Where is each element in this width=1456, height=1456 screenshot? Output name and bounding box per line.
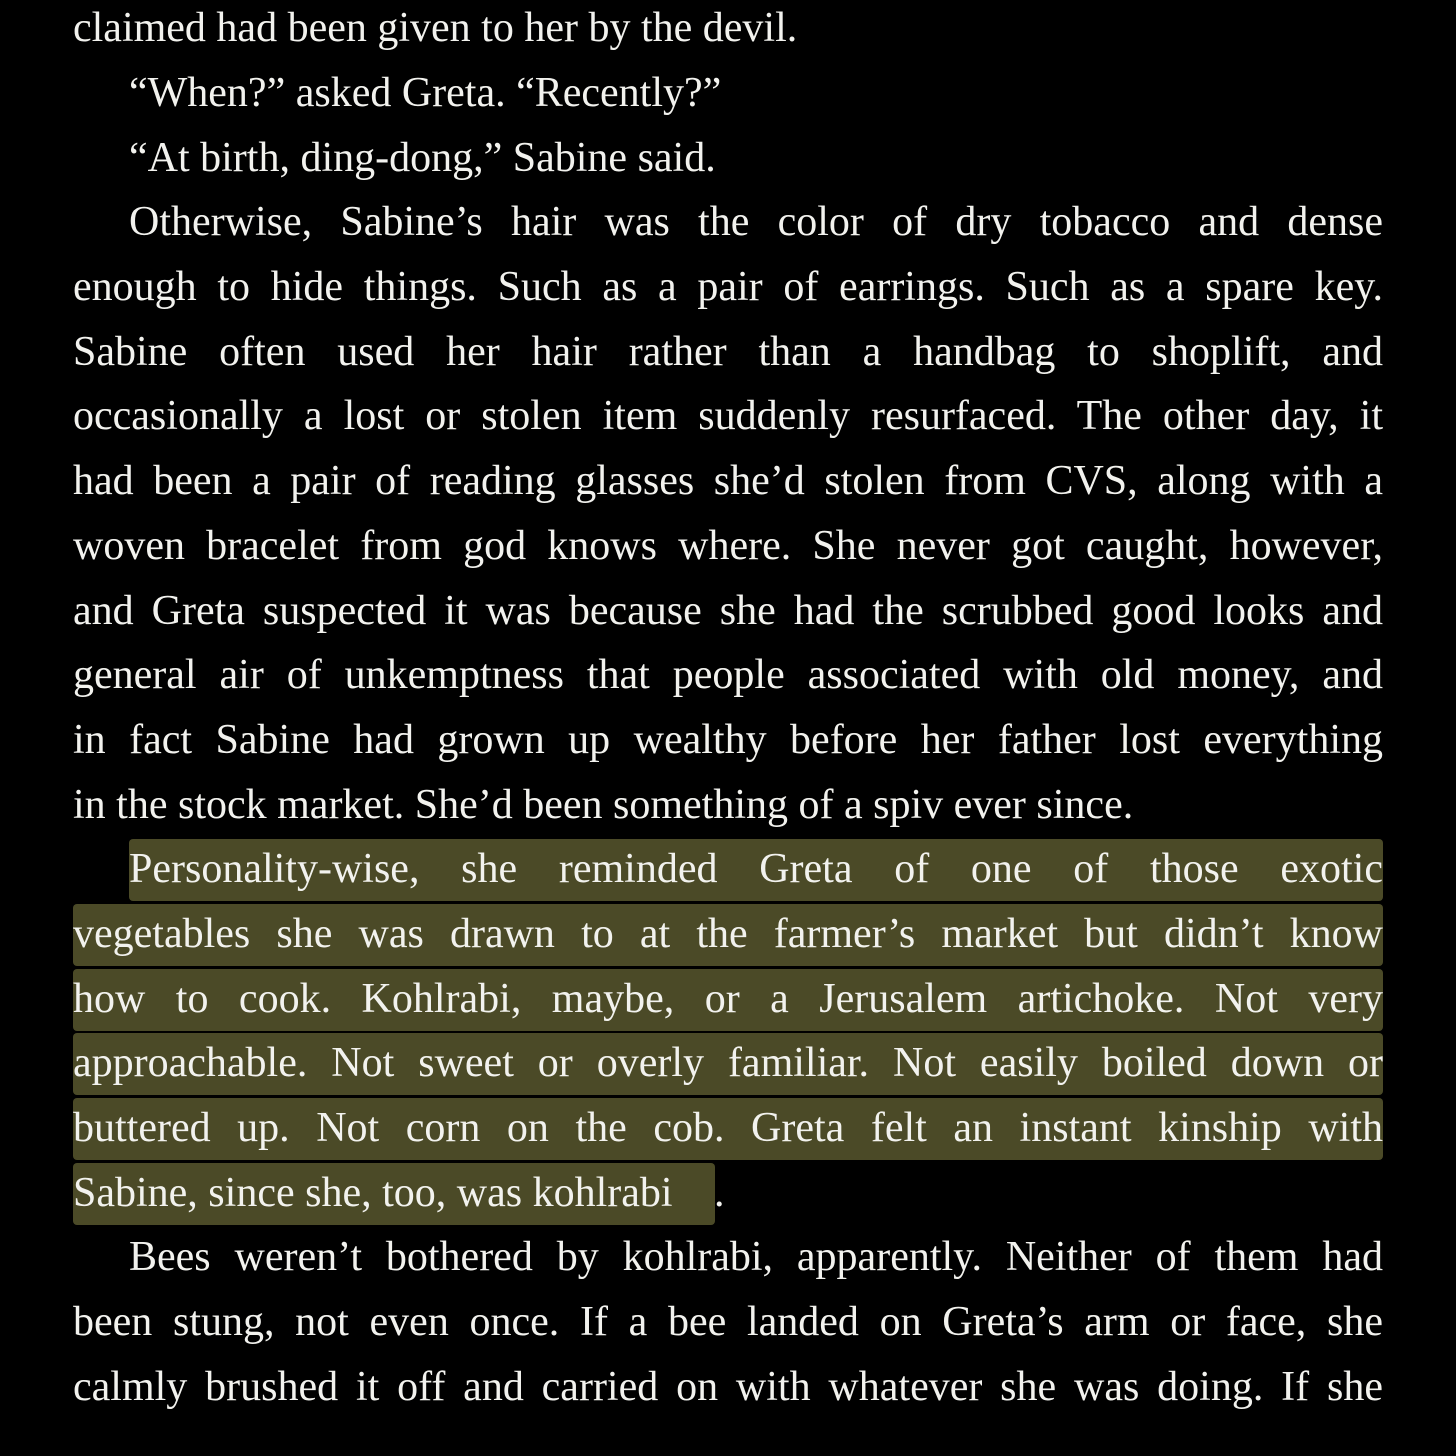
highlighted-text-line[interactable]: approachable. Not sweet or overly familiar. Not easily boiled down or [73,1040,1383,1086]
text-line[interactable]: “At birth, ding-dong,” Sabine said. [129,135,716,181]
highlighted-text-line[interactable]: buttered up. Not corn on the cob. Greta felt an instant kinship with [73,1105,1383,1151]
highlighted-text-line[interactable]: vegetables she was drawn to at the farmer’s market but didn’t know [73,911,1383,957]
text-line[interactable]: claimed had been given to her by the devil. [73,5,798,51]
text-line[interactable]: “When?” asked Greta. “Recently?” [129,70,722,116]
text-line[interactable]: occasionally a lost or stolen item suddenly resurfaced. The other day, it [73,393,1383,439]
highlighted-text-line[interactable]: Sabine, since she, too, was kohlrabi [73,1170,673,1216]
text-line[interactable]: Sabine often used her hair rather than a handbag to shoplift, and [73,329,1383,375]
highlighted-text-line[interactable]: Personality-wise, she reminded Greta of one of those exotic [129,846,1383,892]
text-line[interactable]: Bees weren’t bothered by kohlrabi, apparently. Neither of them had [129,1234,1383,1280]
highlighted-text-line[interactable]: how to cook. Kohlrabi, maybe, or a Jerusalem artichoke. Not very [73,976,1383,1022]
text-line[interactable]: been stung, not even once. If a bee landed on Greta’s arm or face, she [73,1299,1383,1345]
text-line[interactable]: Otherwise, Sabine’s hair was the color of dry tobacco and dense [129,199,1383,245]
text-line[interactable]: general air of unkemptness that people associated with old money, and [73,652,1383,698]
text-line[interactable]: and Greta suspected it was because she had the scrubbed good looks and [73,588,1383,634]
text-line[interactable]: enough to hide things. Such as a pair of earrings. Such as a spare key. [73,264,1383,310]
text-line-period[interactable]: . [714,1170,725,1216]
text-line[interactable]: in fact Sabine had grown up wealthy before her father lost everything [73,717,1383,763]
text-line[interactable]: had been a pair of reading glasses she’d stolen from CVS, along with a [73,458,1383,504]
text-line[interactable]: calmly brushed it off and carried on with whatever she was doing. If she [73,1364,1383,1410]
text-line[interactable]: in the stock market. She’d been something of a spiv ever since. [73,782,1134,828]
text-line[interactable]: woven bracelet from god knows where. She never got caught, however, [73,523,1383,569]
